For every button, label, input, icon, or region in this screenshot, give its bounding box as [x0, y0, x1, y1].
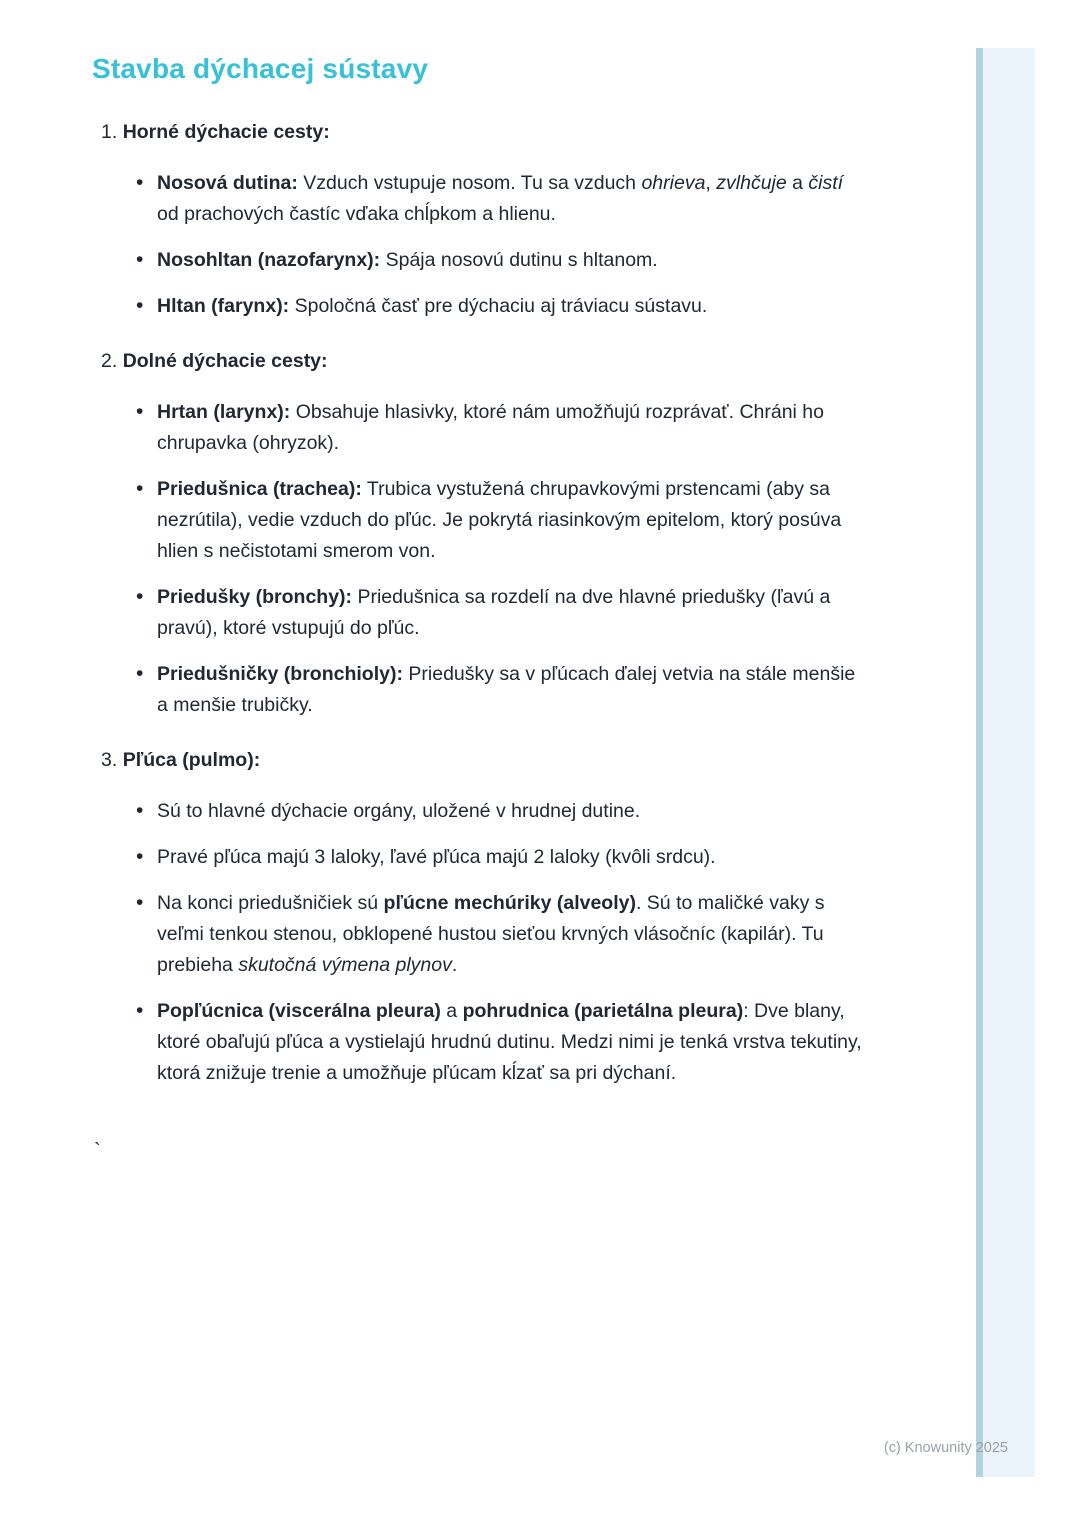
stray-backtick-char: ` [94, 1140, 101, 1162]
bullet-text: Sú to hlavné dýchacie orgány, uložené v hrudnej dutine. [157, 800, 641, 822]
bullet-term: Nosohltan (nazofarynx): [157, 249, 381, 271]
bullet-emphasis: ohrieva [641, 172, 706, 194]
bullet-text: od prachových častíc vďaka chĺpkom a hlienu. [157, 203, 556, 225]
section-heading [101, 119, 940, 145]
bullet-emphasis: skutočná výmena plynov [238, 954, 452, 976]
bullet-list [92, 796, 940, 1089]
bullet-term: Hrtan (larynx): [157, 401, 291, 423]
bullet-item [157, 168, 869, 230]
bullet-text: , [705, 172, 717, 194]
bullet-text: Vzduch vstupuje nosom. Tu sa vzduch [297, 172, 642, 194]
section-number: 1. [101, 121, 123, 143]
bullet-term: pľúcne mechúriky (alveoly) [383, 892, 636, 914]
bullet-item [157, 888, 869, 981]
bullet-item [157, 397, 869, 459]
bullet-term: Priedušnica (trachea): [157, 478, 362, 500]
bullet-term: Hltan (farynx): [157, 295, 290, 317]
bullet-text: . Sú to maličké vaky s veľmi tenkou stenou, obklopené hustou sieťou krvných vlásočníc (kapilár). Tu prebieha [157, 892, 825, 976]
bullet-list [92, 397, 940, 721]
bullet-term: pohrudnica (parietálna pleura) [462, 1000, 744, 1022]
section-heading [101, 348, 940, 374]
sections-container [92, 119, 940, 1089]
bullet-emphasis: čistí [808, 172, 844, 194]
bullet-text: Priedušky sa v pľúcach ďalej vetvia na stále menšie a menšie trubičky. [157, 663, 856, 716]
bullet-text: : Dve blany, ktoré obaľujú pľúca a vystielajú hrudnú dutinu. Medzi nimi je tenká vrstva tekutiny, ktorá znižuje trenie a umožňuje pľúcam kĺzať sa pri dýchaní. [157, 1000, 862, 1084]
bullet-text: a [440, 1000, 463, 1022]
bullet-item [157, 582, 869, 644]
section-heading [101, 747, 940, 773]
section-number: 2. [101, 350, 123, 372]
bullet-term: Priedušky (bronchy): [157, 586, 353, 608]
bullet-text: a [786, 172, 809, 194]
bullet-item [157, 842, 869, 873]
page-title: Stavba dýchacej sústavy [92, 53, 429, 84]
bullet-emphasis: zvlhčuje [716, 172, 787, 194]
bullet-item [157, 474, 869, 567]
bullet-term: Popľúcnica (viscerálna pleura) [157, 1000, 441, 1022]
section [92, 119, 940, 322]
bullet-item [157, 291, 869, 322]
bullet-list [92, 168, 940, 322]
copyright-watermark: (c) Knowunity 2025 [883, 1440, 1008, 1456]
bullet-text: Spoločná časť pre dýchaciu aj tráviacu sústavu. [289, 295, 708, 317]
bullet-item [157, 996, 869, 1089]
bullet-term: Priedušničky (bronchioly): [157, 663, 403, 685]
bullet-text: Trubica vystužená chrupavkovými prstencami (aby sa nezrútila), vedie vzduch do pľúc. Je pokrytá riasinkovým epitelom, ktorý posúva hlien s nečistotami smerom von. [157, 478, 842, 562]
section-heading-text: Dolné dýchacie cesty: [122, 350, 328, 372]
bullet-text: Na konci priedušničiek sú [157, 892, 384, 914]
bullet-item [157, 659, 869, 721]
bullet-item [157, 796, 869, 827]
bullet-text: Priedušnica sa rozdelí na dve hlavné priedušky (ľavú a pravú), ktoré vstupujú do pľúc. [157, 586, 831, 639]
section [92, 747, 940, 1089]
bullet-text: Spája nosovú dutinu s hltanom. [380, 249, 658, 271]
bullet-item [157, 245, 869, 276]
section-number: 3. [101, 749, 123, 771]
section-heading-text: Horné dýchacie cesty: [122, 121, 330, 143]
bullet-text: Pravé pľúca majú 3 laloky, ľavé pľúca majú 2 laloky (kvôli srdcu). [157, 846, 716, 868]
section-heading-text: Pľúca (pulmo): [122, 749, 261, 771]
bullet-term: Nosová dutina: [157, 172, 298, 194]
section [92, 348, 940, 721]
bullet-text: Obsahuje hlasivky, ktoré nám umožňujú rozprávať. Chráni ho chrupavka (ohryzok). [157, 401, 824, 454]
bullet-text: . [451, 954, 458, 976]
